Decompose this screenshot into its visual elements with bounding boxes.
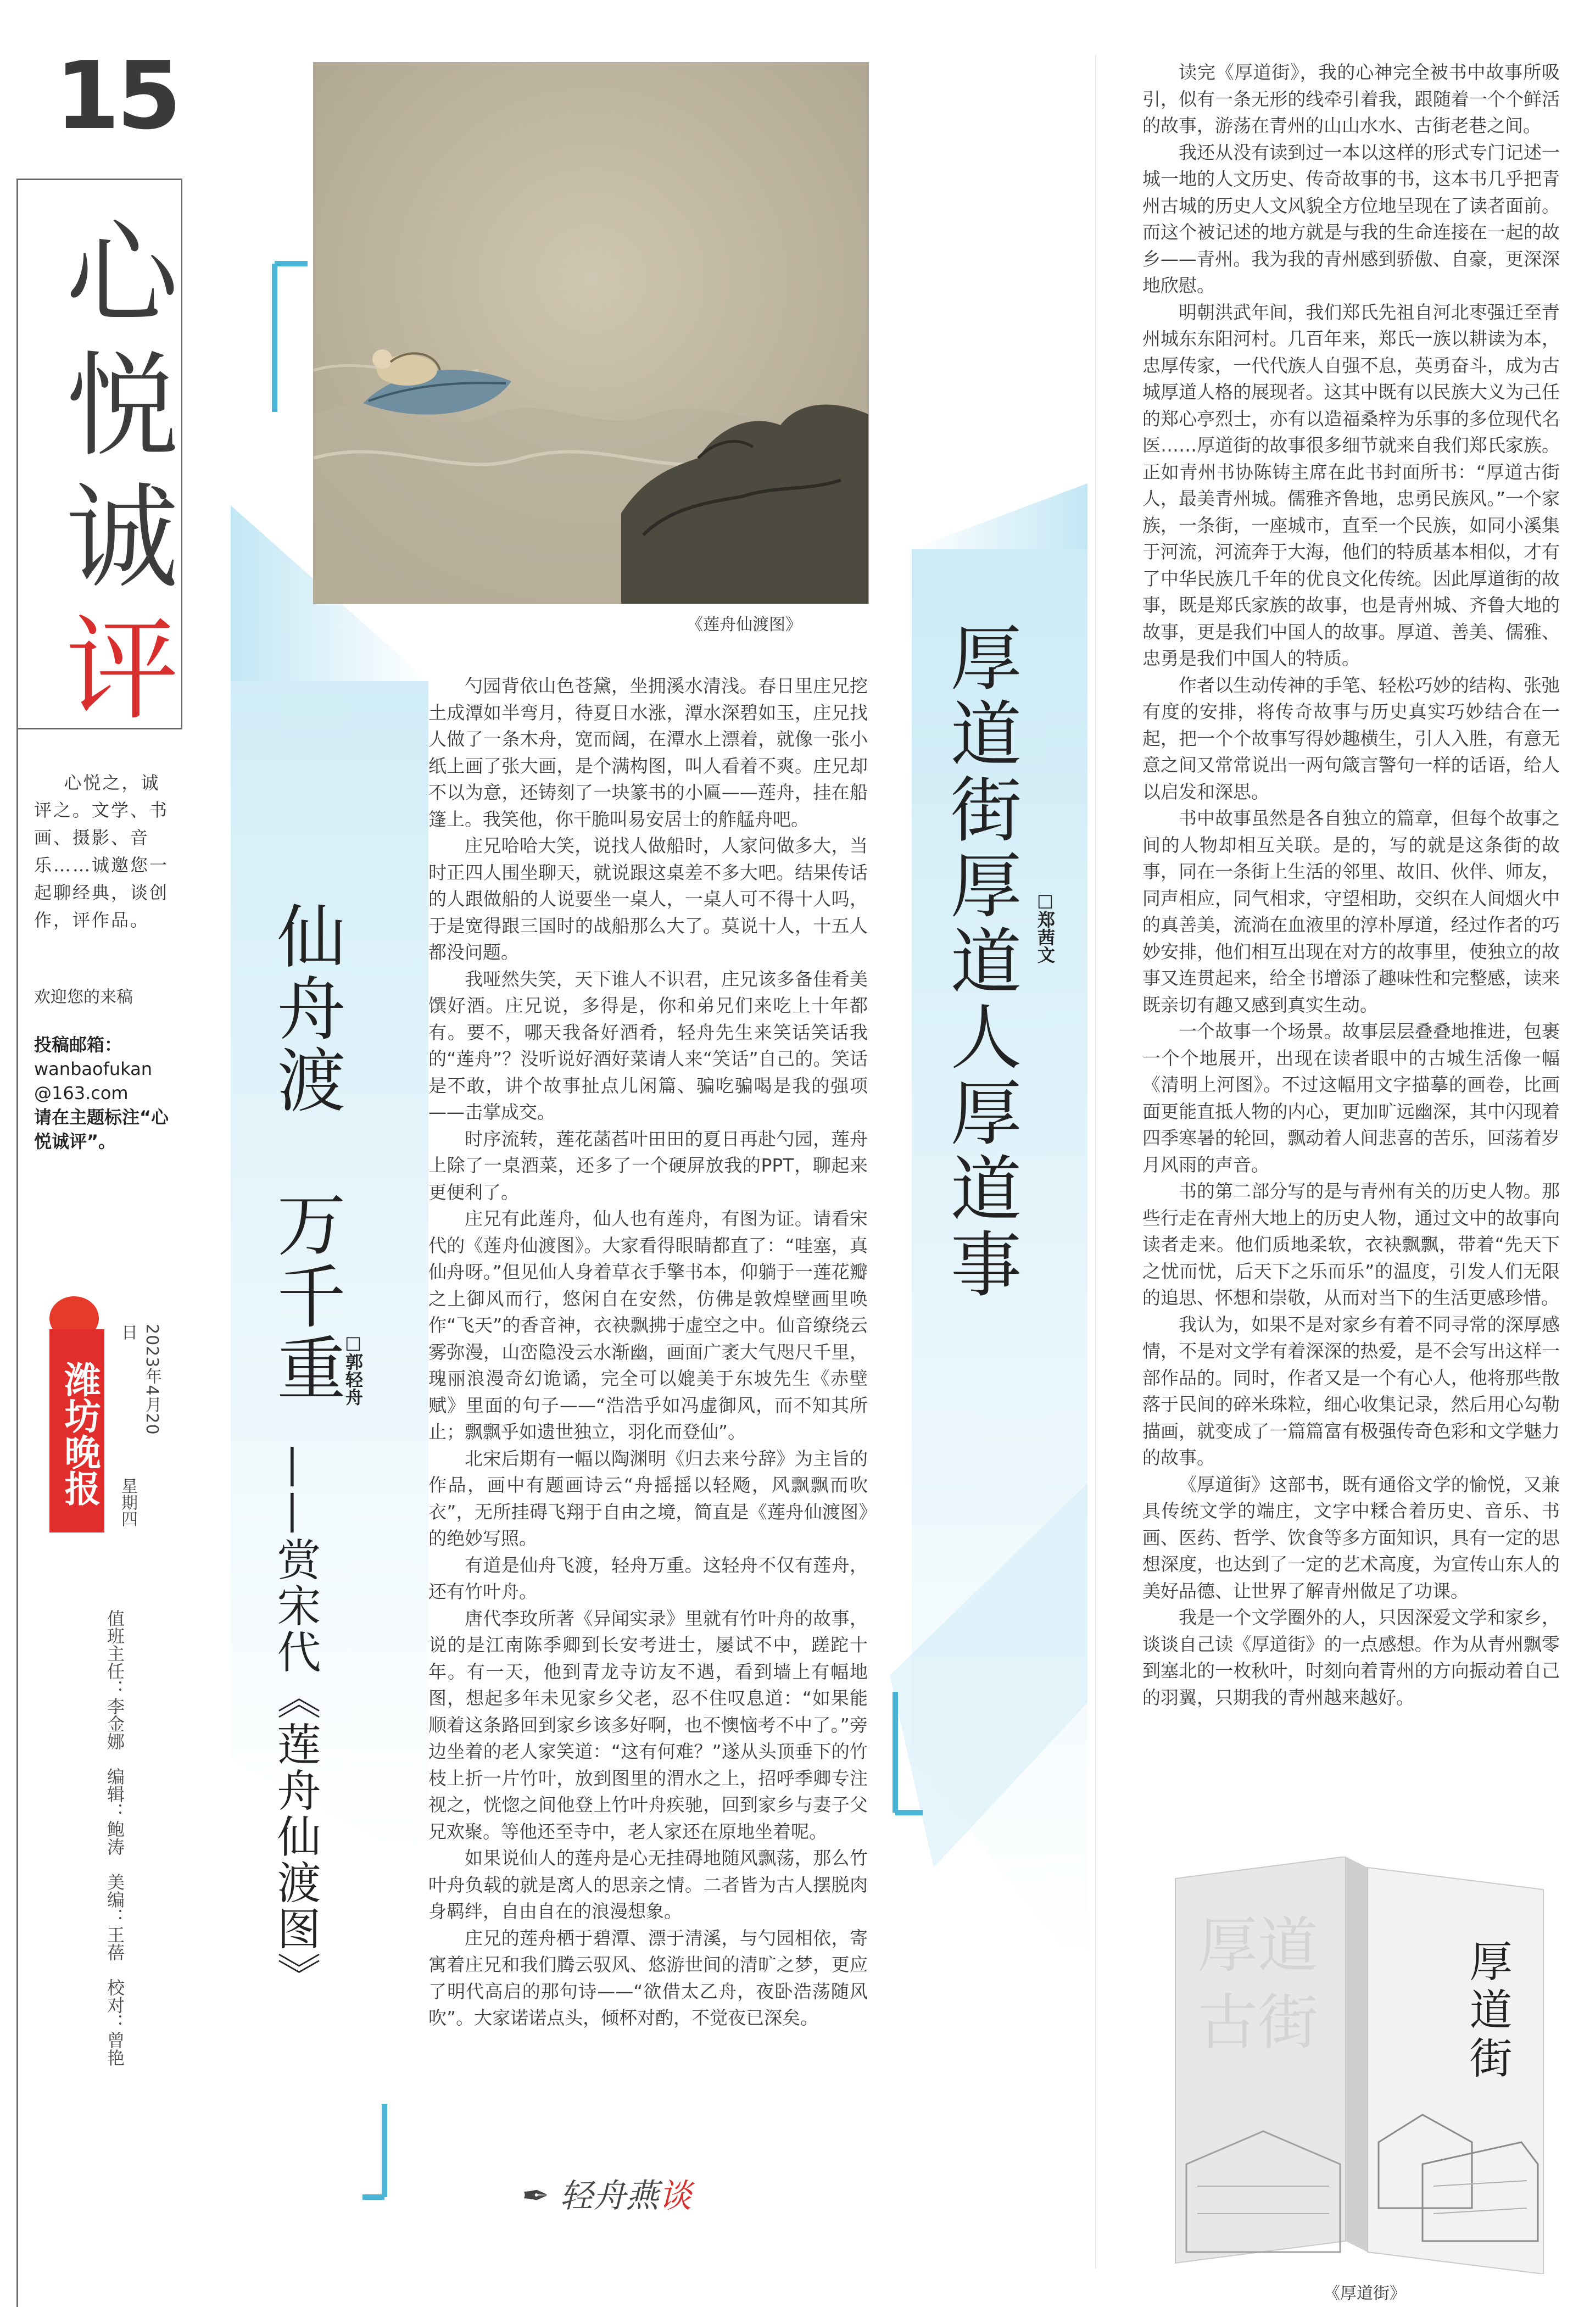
- article2-body: [1142, 59, 1560, 1711]
- column-welcome: 欢迎您的来稿: [34, 988, 133, 1007]
- painting-art: [314, 63, 868, 604]
- book-cover-image: [1164, 1857, 1549, 2274]
- mail-note: 请在主题标注“心悦诚评”。: [34, 1107, 169, 1152]
- column-title-char-highlight: 评: [66, 605, 179, 735]
- article1-paragraph: 我哑然失笑，天下谁人不识君，庄兄该多备佳肴美馔好酒。庄兄说，多得是，你和弟兄们来吃上十年都有。要不，哪天我备好酒肴，轻舟先生来笑话笑话我的“莲舟”？没听说好酒好菜请人来“笑话”自己的。笑话是不敢，讲个故事扯点儿闲篇、骗吃骗喝是我的强项——击掌成交。: [428, 968, 868, 1123]
- article2-title: 厚道街厚道人厚道事: [939, 621, 1022, 1303]
- article2-paragraph: 《厚道街》这部书，既有通俗文学的愉悦，又兼具传统文学的端庄，文字中糅合着历史、音乐、书画、医药、哲学、饮食等多方面知识，具有一定的思想深度，也达到了一定的艺术高度，为宣传山东人的美好品德、让世界了解青州做足了功课。: [1142, 1473, 1560, 1602]
- article1-paragraph: 庄兄哈哈大笑，说找人做船时，人家问做多大，当时正四人围坐聊天，就说跟这桌差不多大吧。结果传话的人跟做船的人说要坐一桌人，一桌人可不得十人吗，于是宽得跟三国时的战船那么大了。莫说十人，十五人都没问题。: [428, 835, 868, 963]
- signature-logo: [522, 2170, 691, 2217]
- book-caption: 《厚道街》: [1324, 2284, 1406, 2303]
- issue-date: 2023年4月20日: [118, 1324, 161, 1435]
- column-title-char: 悦: [66, 341, 179, 472]
- article1-paragraph: 唐代李玫所著《异闻实录》里就有竹叶舟的故事，说的是江南陈季卿到长安考进士，屡试不中，蹉跎十年。有一天，他到青龙寺访友不遇，看到墙上有幅地图，想起多年未见家乡父老，忍不住叹息道：“如果能顺着这条路回到家乡该多好啊，也不懊恼考不中了。”旁边坐着的老人家笑道：“这有何难？”遂从头顶垂下的竹枝上折一片竹叶，放到图里的渭水之上，招呼季卿专注视之，恍惚之间他登上竹叶舟疾驰，回到家乡与妻子父兄欢聚。等他还至寺中，老人家还在原地坐着呢。: [428, 1607, 868, 1842]
- mail-label: 投稿邮箱：: [34, 1034, 122, 1055]
- article1-paragraph: 北宋后期有一幅以陶渊明《归去来兮辞》为主旨的作品，画中有题画诗云“舟摇摇以轻飏，风飘飘而吹衣”，无所挂碍飞翔于自由之境，简直是《莲舟仙渡图》的绝妙写照。: [428, 1447, 868, 1549]
- article2-author: □郑茜文: [1035, 890, 1056, 963]
- signature-text: 轻舟燕: [560, 2177, 659, 2215]
- column-intro: 心悦之，诚评之。文学、书画、摄影、音乐……诚邀您一起聊经典，谈创作，评作品。: [34, 772, 169, 930]
- article2-paragraph: 书的第二部分写的是与青州有关的历史人物。那些行走在青州大地上的历史人物，通过文中的故事向读者走来。他们质地柔软，衣袂飘飘，带着“先天下之忧而忧，后天下之乐而乐”的温度，引发人们无限的追思、怀想和崇敬，从而对当下的生活更感珍惜。: [1142, 1180, 1560, 1308]
- column-title-char: 诚: [66, 473, 179, 604]
- article1-body: [428, 673, 868, 2032]
- article2-paragraph: 书中故事虽然是各自独立的篇章，但每个故事之间的人物却相互关联。是的，写的就是这条街的故事，同在一条街上生活的邻里、故旧、伙伴、师友，同声相应，同气相求，守望相助，交织在人间烟火中的真善美，流淌在血液里的淳朴厚道，经过作者的巧妙安排，他们相互出现在对方的故事里，使独立的故事又连贯起来，给全书增添了趣味性和完整感，读来既亲切有趣又感到真实生动。: [1142, 807, 1560, 1016]
- article1-title: 仙舟渡 万千重: [265, 901, 345, 1405]
- article1-paragraph: 庄兄的莲舟栖于碧潭、漂于清溪，与勺园相依，寄寓着庄兄和我们腾云驭风、悠游世间的清旷之梦，更应了明代高启的那句诗——“欲借太乙舟，夜卧浩荡随风吹”。大家诺诺点头，倾杯对酌，不觉夜已深矣。: [428, 1927, 868, 2028]
- article2-paragraph: 一个故事一个场景。故事层层叠叠地推进，包裹一个个地展开，出现在读者眼中的古城生活像一幅《清明上河图》。不过这幅用文字描摹的画卷，比画面更能直抵人物的内心，更加旷远幽深，其中闪现着四季寒暑的轮回，飘动着人间悲喜的苦乐，回荡着岁月风雨的声音。: [1142, 1021, 1560, 1175]
- article2-paragraph: 作者以生动传神的手笔、轻松巧妙的结构、张弛有度的安排，将传奇故事与历史真实巧妙结合在一起，把一个个故事写得妙趣横生，引人入胜，有意无意之间又常常说出一两句箴言警句一样的话语，给人以启发和深思。: [1142, 674, 1560, 802]
- decor-bracket-painting: [275, 264, 308, 412]
- column-title-char: 心: [66, 209, 179, 340]
- decor-triangle-right: [912, 483, 1087, 549]
- painting-image: [313, 62, 869, 604]
- pen-icon: ✒: [522, 2177, 550, 2215]
- article1-paragraph: 如果说仙人的莲舟是心无挂碍地随风飘荡，那么竹叶舟负载的就是离人的思亲之情。二者皆为古人摆脱肉身羁绊，自由自在的浪漫想象。: [428, 1847, 868, 1922]
- issue-weekday: 星期四: [118, 1478, 137, 1527]
- painting-caption: 《莲舟仙渡图》: [687, 615, 802, 634]
- article2-paragraph: 读完《厚道街》，我的心神完全被书中故事所吸引，似有一条无形的线牵引着我，跟随着一个个鲜活的故事，游荡在青州的山山水水、古街老巷之间。: [1142, 62, 1560, 136]
- mail-domain[interactable]: @163.com: [34, 1083, 129, 1104]
- article2-paragraph: 我认为，如果不是对家乡有着不同寻常的深厚感情，不是对文学有着深深的热爱，是不会写出这样一部作品的。同时，作者又是一个有心人，他将那些散落于民间的碎米珠粒，细心收集记录，然后用心勾勒描画，就变成了一篇篇富有极强传奇色彩和文学魅力的故事。: [1142, 1313, 1560, 1468]
- svg-text:厚道: 厚道: [1197, 1910, 1318, 1981]
- article1-author: □郭轻舟: [343, 1332, 364, 1406]
- article2-paragraph: 我还从没有读到过一本以这样的形式专门记述一城一地的人文历史、传奇故事的书，这本书几乎把青州古城的历史人文风貌全方位地呈现在了读者面前。而这个被记述的地方就是与我的生命连接在一起的故乡——青州。我为我的青州感到骄傲、自豪，更深深地欣慰。: [1142, 141, 1560, 296]
- article1-paragraph: 勺园背依山色苍黛，坐拥溪水清浅。春日里庄兄挖土成潭如半弯月，待夏日水涨，潭水深碧如玉，庄兄找人做了一条木舟，宽而阔，在潭水上漂着，就像一张小纸上画了张大画，是个满构图，叫人看着不爽。庄兄却不以为意，还铸刻了一块篆书的小匾——莲舟，挂在船篷上。我笑他，你干脆叫易安居士的舴艋舟吧。: [428, 675, 868, 830]
- book-cover-title: 厚道街: [1462, 1939, 1512, 2084]
- article1-paragraph: 时序流转，莲花菡萏叶田田的夏日再赴勺园，莲舟上除了一桌酒菜，还多了一个硬屏放我的PPT，聊起来更便利了。: [428, 1128, 868, 1203]
- signature-highlight: 谈: [659, 2177, 692, 2215]
- decor-bracket-article1: [362, 2104, 384, 2197]
- article1-subtitle: ——赏宋代《莲舟仙渡图》: [270, 1445, 321, 1998]
- page-number: 15: [55, 42, 179, 151]
- article2-paragraph: 我是一个文学圈外的人，只因深爱文学和家乡，谈谈自己读《厚道街》的一点感想。作为从青州飘零到塞北的一枚秋叶，时刻向着青州的方向振动着自己的羽翼，只期我的青州越来越好。: [1142, 1607, 1560, 1708]
- mail-address[interactable]: wanbaofukan: [34, 1058, 152, 1079]
- svg-text:古街: 古街: [1197, 1987, 1318, 2058]
- article2-paragraph: 明朝洪武年间，我们郑氏先祖自河北枣强迁至青州城东东阳河村。几百年来，郑氏一族以耕读为本，忠厚传家，一代代族人自强不息，英勇奋斗，成为古城厚道人格的展现者。这其中既有以民族大义为己任的郑心亭烈士，亦有以造福桑梓为乐事的多位现代名医……厚道街的故事很多细节就来自我们郑氏家族。正如青州书协陈铸主席在此书封面所书：“厚道古街人，最美青州城。儒雅齐鲁地，忠勇民族风。”一个家族，一条街，一座城市，直至一个民族，如同小溪集于河流，河流奔于大海，他们的特质基本相似，才有了中华民族几千年的优良文化传统。因此厚道街的故事，既是郑氏家族的故事，也是青州城、齐鲁大地的故事，更是我们中国人的故事。厚道、善美、儒雅、忠勇是我们中国人的特质。: [1142, 301, 1560, 669]
- article1-paragraph: 有道是仙舟飞渡，轻舟万重。这轻舟不仅有莲舟，还有竹叶舟。: [428, 1554, 868, 1602]
- staff-credits: 值班主任：李金娜 编辑：鲍涛 美编：王蓓 校对：曾艳: [104, 1609, 125, 2066]
- newspaper-name: 潍坊晚报: [49, 1329, 104, 1532]
- article1-paragraph: 庄兄有此莲舟，仙人也有莲舟，有图为证。请看宋代的《莲舟仙渡图》。大家看得眼睛都直了：“哇塞，真仙舟呀。”但见仙人身着草衣手擎书本，仰躺于一莲花瓣之上御风而行，悠闲自在安然，仿佛是敦煌壁画里唤作“飞天”的香音神，衣袂飘拂于虚空之中。仙音缭绕云雾弥漫，山峦隐没云水渐幽，画面广袤大气咫尺千里，瑰丽浪漫奇幻诡谲，完全可以媲美于东坡先生《赤壁赋》里面的句子——“浩浩乎如冯虚御风，而不知其所止；飘飘乎如遗世独立，羽化而登仙”。: [428, 1208, 868, 1442]
